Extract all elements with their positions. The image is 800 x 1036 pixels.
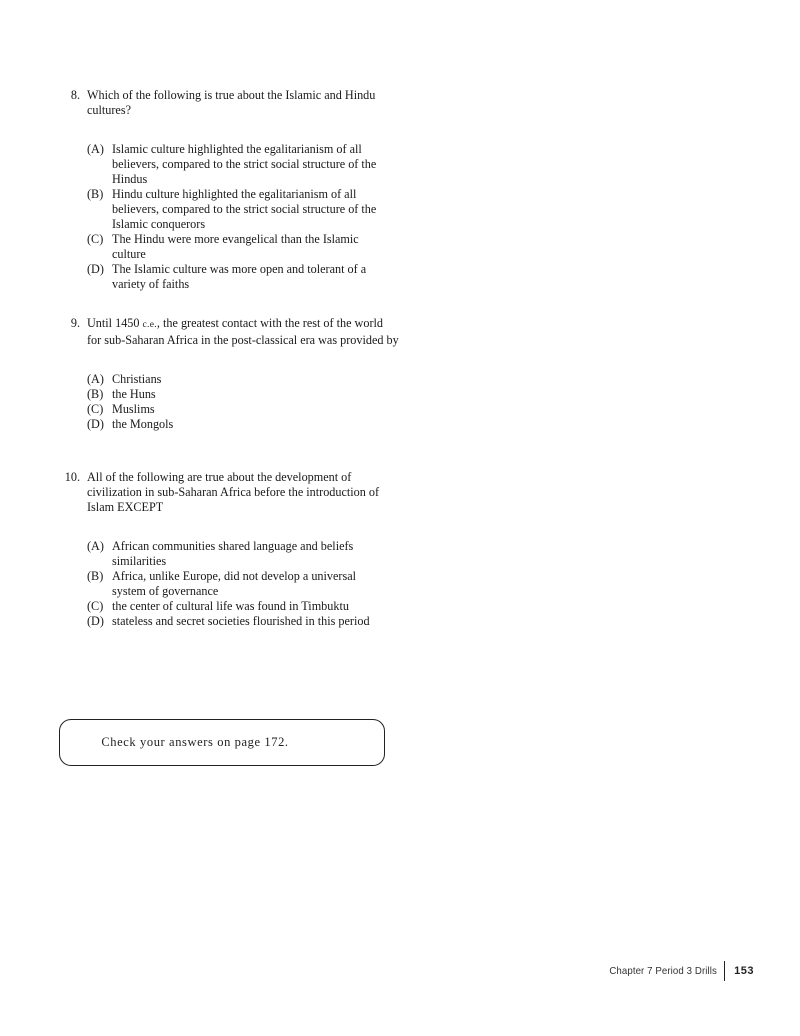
question-8 bbox=[0, 88, 400, 292]
question-9 bbox=[0, 316, 400, 432]
question-10 bbox=[0, 470, 400, 629]
choice-letter: (C) bbox=[87, 232, 104, 246]
choice-letter: (B) bbox=[87, 569, 104, 583]
answer-choices bbox=[0, 142, 400, 292]
question-text: Which of the following is true about the Islamic and Hindu cultures? bbox=[87, 88, 376, 117]
choice-text: the Mongols bbox=[112, 417, 174, 431]
question-stem bbox=[0, 88, 400, 118]
page-footer bbox=[560, 961, 754, 981]
choice-text: The Hindu were more evangelical than the Islamic culture bbox=[112, 232, 359, 261]
check-answers-text: Check your answers on page 172. bbox=[101, 735, 289, 749]
choice-letter: (A) bbox=[87, 372, 104, 386]
question-number: 8. bbox=[70, 88, 80, 102]
choice-letter: (D) bbox=[87, 262, 104, 276]
choice-text: Hindu culture highlighted the egalitarianism of all believers, compared to the strict social structure of the Islamic conquerors bbox=[112, 187, 377, 231]
choice-letter: (D) bbox=[87, 417, 104, 431]
choice-letter: (A) bbox=[87, 539, 104, 553]
choice-letter: (B) bbox=[87, 187, 104, 201]
choice-text: stateless and secret societies flourished in this period bbox=[112, 614, 370, 628]
question-stem bbox=[0, 316, 400, 348]
choice-text: The Islamic culture was more open and tolerant of a variety of faiths bbox=[112, 262, 367, 291]
choice-letter: (B) bbox=[87, 387, 104, 401]
chapter-title: Chapter 7 Period 3 Drills bbox=[609, 965, 718, 977]
choice-text: Muslims bbox=[112, 402, 155, 416]
choice-letter: (A) bbox=[87, 142, 104, 156]
answer-choice-a bbox=[0, 372, 390, 387]
choice-text: Christians bbox=[112, 372, 162, 386]
check-answers-box bbox=[59, 719, 385, 766]
choice-text: the center of cultural life was found in Timbuktu bbox=[112, 599, 349, 613]
answer-choice-c bbox=[0, 599, 390, 614]
answer-choices bbox=[0, 539, 400, 629]
page-number: 153 bbox=[734, 965, 754, 977]
footer-divider bbox=[724, 961, 725, 981]
question-text: All of the following are true about the development of civilization in sub-Saharan Africa before the introduction of Islam EXCEPT bbox=[87, 470, 380, 514]
answer-choice-a bbox=[0, 142, 390, 187]
answer-choice-d bbox=[0, 262, 390, 292]
question-number: 10. bbox=[64, 470, 80, 484]
choice-letter: (D) bbox=[87, 614, 104, 628]
answer-choice-d bbox=[0, 614, 390, 629]
choice-text: Islamic culture highlighted the egalitarianism of all believers, compared to the strict social structure of the Hindus bbox=[112, 142, 377, 186]
choice-letter: (C) bbox=[87, 599, 104, 613]
answer-choice-a bbox=[0, 539, 390, 569]
choice-text: the Huns bbox=[112, 387, 156, 401]
question-text-part2: , the greatest contact with the rest of the world for sub-Saharan Africa in the post-classical era was provided by bbox=[87, 316, 399, 347]
answer-choice-c bbox=[0, 402, 390, 417]
choice-text: Africa, unlike Europe, did not develop a universal system of governance bbox=[112, 569, 357, 598]
answer-choice-b bbox=[0, 569, 390, 599]
choice-letter: (C) bbox=[87, 402, 104, 416]
era-abbreviation: c.e. bbox=[142, 320, 157, 330]
answer-choice-b bbox=[0, 187, 390, 232]
answer-choice-b bbox=[0, 387, 390, 402]
question-stem bbox=[0, 470, 400, 515]
answer-choice-d bbox=[0, 417, 390, 432]
question-text-part1: Until 1450 bbox=[87, 316, 143, 330]
answer-choices bbox=[0, 372, 400, 432]
question-number: 9. bbox=[70, 316, 80, 330]
answer-choice-c bbox=[0, 232, 390, 262]
choice-text: African communities shared language and beliefs similarities bbox=[112, 539, 354, 568]
